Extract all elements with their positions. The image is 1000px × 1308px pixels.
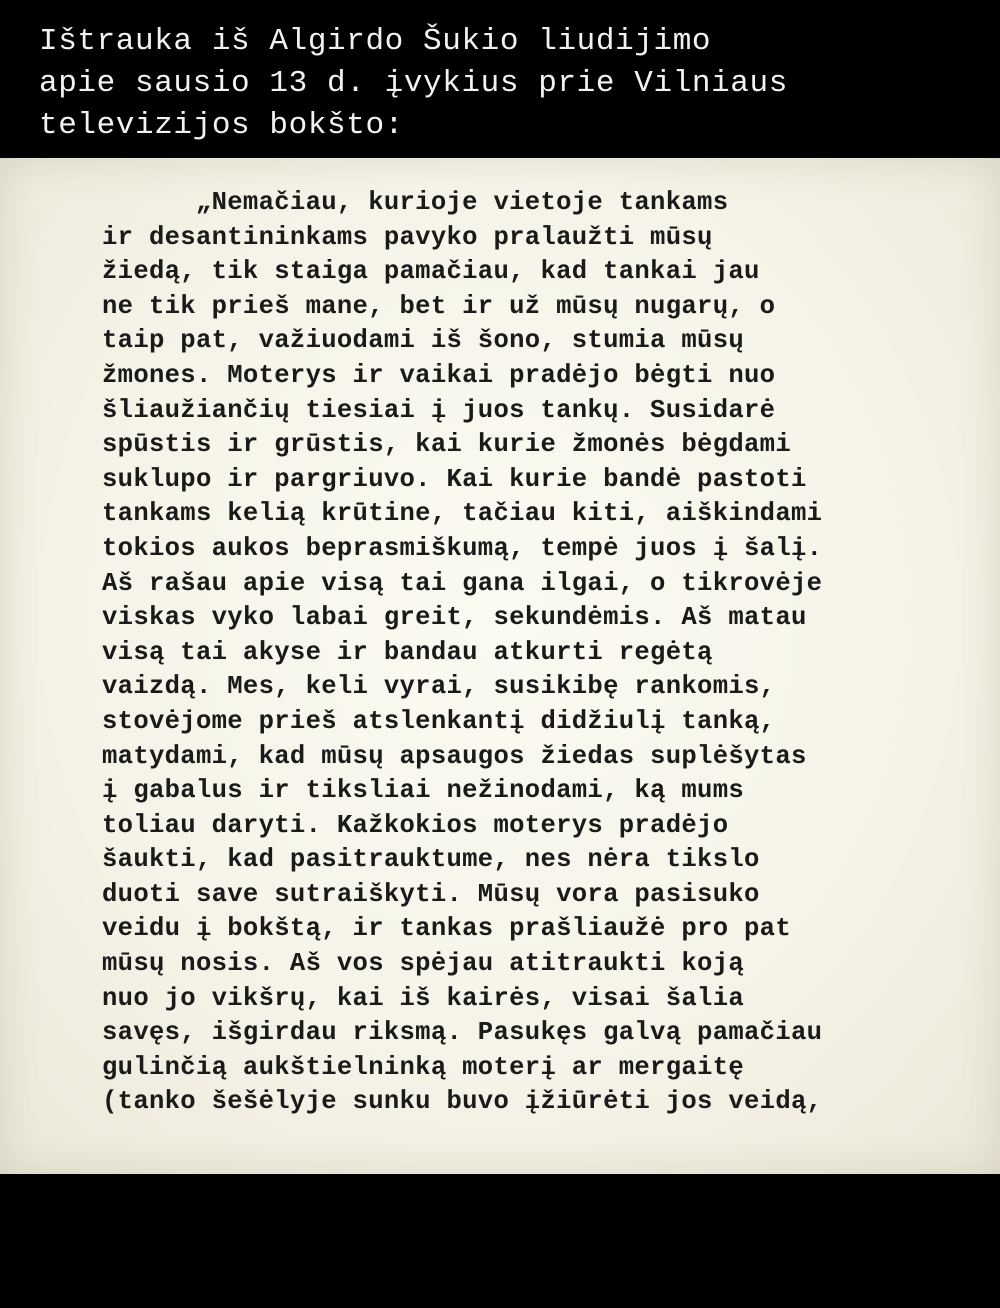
text-line: tokios aukos beprasmiškumą, tempė juos į šalį. [102,533,823,563]
text-line: taip pat, važiuodami iš šono, stumia mūsų [102,326,745,356]
text-line: viskas vyko labai greit, sekundėmis. Aš matau [102,603,807,633]
text-line: „Nemačiau, kurioje vietoje tankams [102,188,729,217]
testimony-text [102,186,982,1120]
text-line: mūsų nosis. Aš vos spėjau atitraukti koją [102,949,745,979]
text-line: į gabalus ir tiksliai nežinodami, ką mums [102,776,745,806]
footer-bar [0,1174,1000,1308]
text-line: spūstis ir grūstis, kai kurie žmonės bėgdami [102,430,791,460]
text-line: suklupo ir pargriuvo. Kai kurie bandė pastoti [102,464,807,494]
text-line: ir desantininkams pavyko pralaužti mūsų [102,222,713,252]
text-line: šaukti, kad pasitrauktume, nes nėra tikslo [102,845,760,875]
typewritten-page [0,158,1000,1174]
text-line: stovėjome prieš atslenkantį didžiulį tanką, [102,706,776,736]
text-line: vaizdą. Mes, keli vyrai, susikibę rankomis, [102,672,776,702]
text-line: matydami, kad mūsų apsaugos žiedas suplėšytas [102,741,807,771]
text-line: visą tai akyse ir bandau atkurti regėtą [102,637,713,667]
text-line: (tanko šešėlyje sunku buvo įžiūrėti jos veidą, [102,1087,823,1117]
text-line: gulinčią aukštielninką moterį ar mergaitę [102,1052,745,1082]
text-line: žiedą, tik staiga pamačiau, kad tankai jau [102,257,760,287]
text-line: tankams kelią krūtine, tačiau kiti, aiškindami [102,499,823,529]
text-line: veidu į bokštą, ir tankas prašliaužė pro pat [102,914,791,944]
text-line: žmones. Moterys ir vaikai pradėjo bėgti nuo [102,360,776,390]
header-line: Ištrauka iš Algirdo Šukio liudijimo [39,24,712,59]
text-line: Aš rašau apie visą tai gana ilgai, o tikrovėje [102,568,823,598]
text-line: šliaužiančių tiesiai į juos tankų. Susidarė [102,395,776,425]
header-line: apie sausio 13 d. įvykius prie Vilniaus [39,66,788,101]
text-line: nuo jo vikšrų, kai iš kairės, visai šalia [102,983,745,1013]
header-caption [0,0,1000,158]
header-line: televizijos bokšto: [39,108,404,143]
text-line: toliau daryti. Kažkokios moterys pradėjo [102,810,729,840]
text-line: ne tik prieš mane, bet ir už mūsų nugarų, o [102,291,776,321]
text-line: duoti save sutraiškyti. Mūsų vora pasisuko [102,879,760,909]
text-line: savęs, išgirdau riksmą. Pasukęs galvą pamačiau [102,1018,823,1048]
